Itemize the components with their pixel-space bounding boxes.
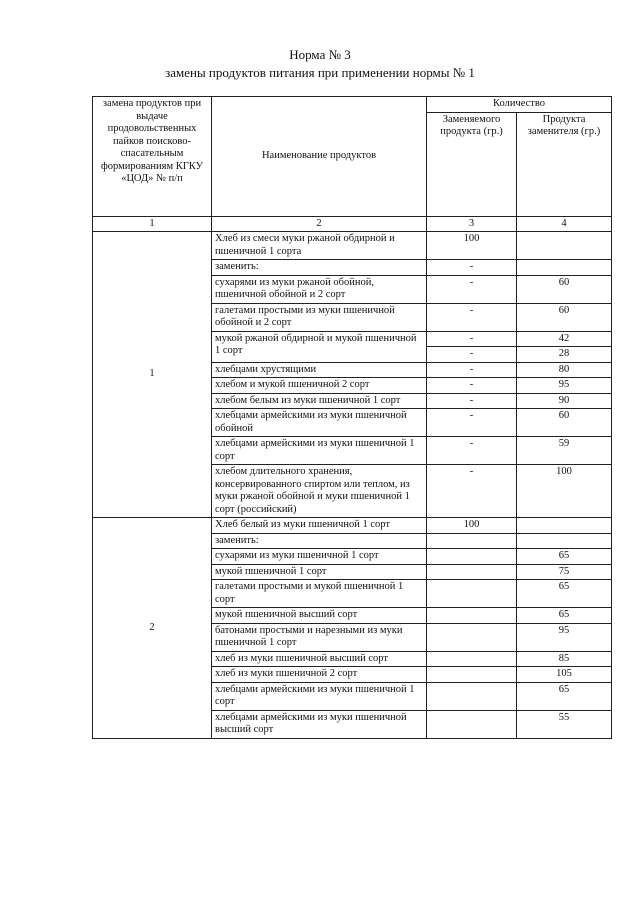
replaced-amount: - [427,465,517,518]
document-title: Норма № 3 [289,47,351,62]
product-name: сухарями из муки пшеничной 1 сорт [212,549,427,565]
replaced-amount: - [427,347,517,363]
replaced-amount: - [427,260,517,276]
replaced-amount: - [427,362,517,378]
product-name: галетами простыми из муки пшеничной обойной и 2 сорт [212,303,427,331]
replaced-amount [427,682,517,710]
substitute-amount: 105 [517,667,612,683]
product-name: мукой ржаной обдирной и мукой пшеничной 1 сорт [212,331,427,362]
substitute-amount: 95 [517,623,612,651]
replaced-amount: 100 [427,518,517,534]
substitute-amount: 85 [517,651,612,667]
replaced-amount [427,667,517,683]
product-name: хлебом белым из муки пшеничной 1 сорт [212,393,427,409]
header-substitute-product: Продукта заменителя (гр.) [517,112,612,216]
product-name: галетами простыми и мукой пшеничной 1 сорт [212,580,427,608]
header-product-name: Наименование продуктов [212,97,427,217]
column-number-row [93,216,612,232]
substitute-amount: 80 [517,362,612,378]
product-name: хлебцами армейскими из муки пшеничной обойной [212,409,427,437]
column-number: 4 [517,216,612,232]
substitute-amount: 59 [517,437,612,465]
product-name: заменить: [212,260,427,276]
product-name: хлеб из муки пшеничной высший сорт [212,651,427,667]
substitute-amount: 28 [517,347,612,363]
replaced-amount [427,651,517,667]
substitute-amount: 65 [517,682,612,710]
replaced-amount: - [427,275,517,303]
product-name: хлебцами хрустящими [212,362,427,378]
product-name: сухарями из муки ржаной обойной, пшеничной обойной и 2 сорт [212,275,427,303]
replaced-amount: 100 [427,232,517,260]
product-name: Хлеб белый из муки пшеничной 1 сорт [212,518,427,534]
replaced-amount [427,533,517,549]
product-name: батонами простыми и нарезными из муки пшеничной 1 сорт [212,623,427,651]
column-number: 2 [212,216,427,232]
group-number: 1 [93,232,212,518]
replaced-amount: - [427,437,517,465]
document-subtitle: замены продуктов питания при применении нормы № 1 [165,65,475,80]
header-number-column: замена продуктов при выдаче продовольственных пайков поисково-спасательным формированиям КГКУ «ЦОД» № п/п [93,97,212,217]
substitute-amount [517,260,612,276]
replaced-amount: - [427,393,517,409]
substitute-amount [517,518,612,534]
replaced-amount [427,580,517,608]
substitute-amount: 65 [517,608,612,624]
table-row [93,232,612,260]
substitute-amount: 42 [517,331,612,347]
substitute-amount: 60 [517,303,612,331]
replaced-amount: - [427,378,517,394]
substitute-amount: 95 [517,378,612,394]
product-name: заменить: [212,533,427,549]
product-name: хлебом и мукой пшеничной 2 сорт [212,378,427,394]
column-number: 1 [93,216,212,232]
replaced-amount: - [427,409,517,437]
product-name: мукой пшеничной 1 сорт [212,564,427,580]
substitute-amount: 60 [517,275,612,303]
table-header-row [93,97,612,113]
group-number: 2 [93,518,212,739]
product-name: хлебцами армейскими из муки пшеничной 1 сорт [212,682,427,710]
column-number: 3 [427,216,517,232]
header-replaced-product: Заменяемого продукта (гр.) [427,112,517,216]
replaced-amount [427,549,517,565]
header-quantity-group: Количество [427,97,612,113]
product-name: хлебом длительного хранения, консервированного спиртом или теплом, из муки ржаной обойной и муки пшеничной 1 сорт (российский) [212,465,427,518]
replaced-amount [427,608,517,624]
substitute-amount: 75 [517,564,612,580]
product-name: хлеб из муки пшеничной 2 сорт [212,667,427,683]
substitution-table [92,96,612,739]
product-name: хлебцами армейскими из муки пшеничной 1 сорт [212,437,427,465]
substitute-amount: 65 [517,549,612,565]
substitute-amount [517,232,612,260]
replaced-amount [427,623,517,651]
replaced-amount: - [427,331,517,347]
replaced-amount [427,564,517,580]
table-row [93,518,612,534]
substitute-amount: 60 [517,409,612,437]
product-name: хлебцами армейскими из муки пшеничной высший сорт [212,710,427,738]
substitute-amount: 100 [517,465,612,518]
replaced-amount: - [427,303,517,331]
replaced-amount [427,710,517,738]
substitute-amount: 90 [517,393,612,409]
product-name: мукой пшеничной высший сорт [212,608,427,624]
product-name: Хлеб из смеси муки ржаной обдирной и пшеничной 1 сорта [212,232,427,260]
substitute-amount: 55 [517,710,612,738]
substitute-amount [517,533,612,549]
substitute-amount: 65 [517,580,612,608]
